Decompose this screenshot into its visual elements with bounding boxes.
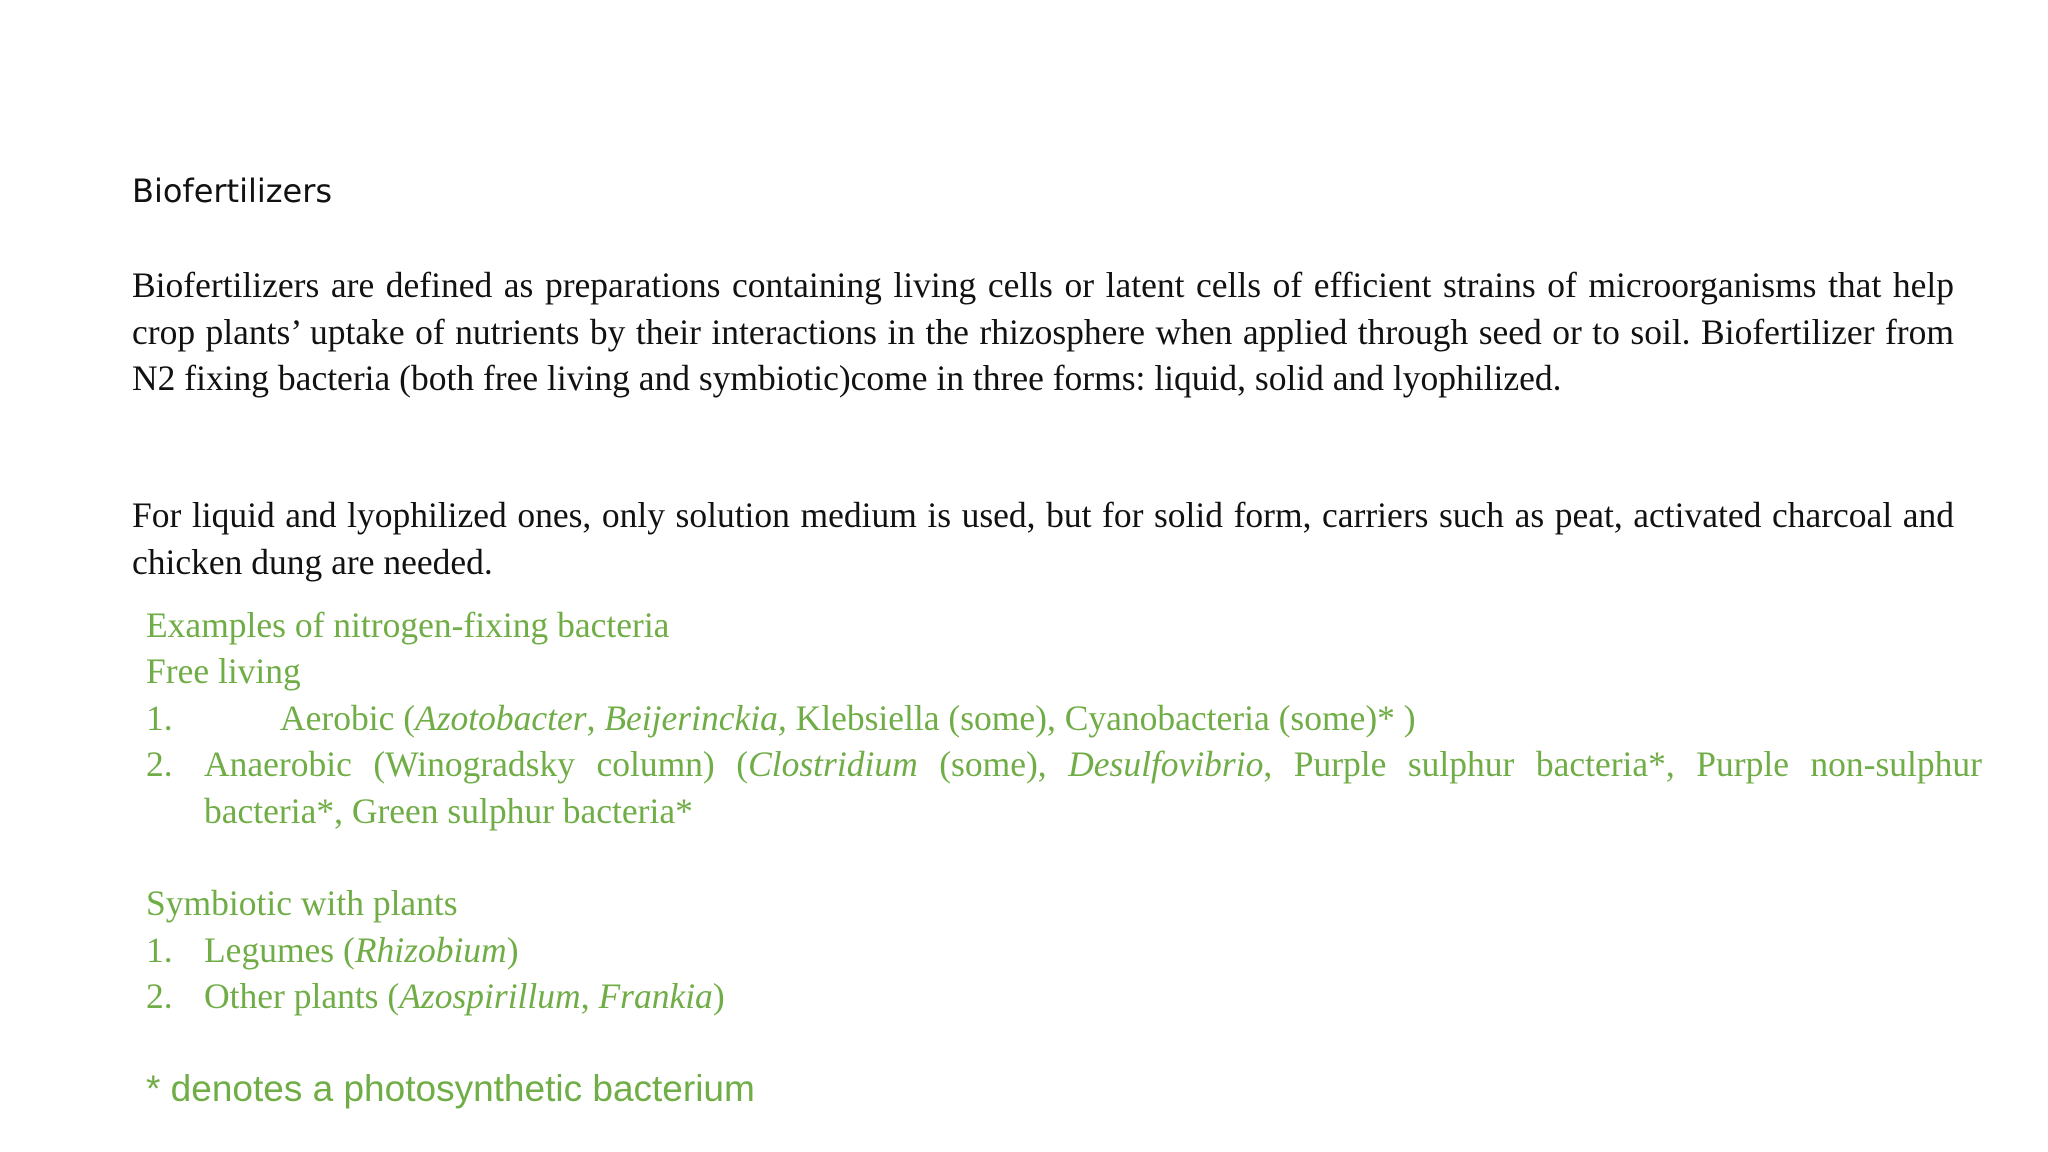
definition-paragraph: Biofertilizers are defined as preparations containing living cells or latent cells of efficient strains of microorganisms that help crop plants’ uptake of nutrients by their interactions in the rhizosphere when applied through seed or to soil. Biofertilizer from N2 fixing bacteria (both free living and symbiotic)come in three forms: liquid, solid and lyophilized. (132, 265, 1954, 398)
list-number: 2. (146, 976, 173, 1016)
genus-name: Azospirillum (399, 976, 581, 1016)
list-text: Anaerobic (Winogradsky column) (Clostridium (some), Desulfovibrio, Purple sulphur bacteria*, Purple non-sulphur bacteria*, Green sulphur bacteria* (204, 744, 1982, 831)
list-number: 1. (146, 930, 173, 970)
free-living-heading: Free living (146, 651, 301, 691)
genus-name: Azotobacter (415, 698, 587, 738)
genus-name: Rhizobium (354, 930, 507, 970)
examples-heading: Examples of nitrogen-fixing bacteria (146, 605, 670, 645)
footnote: * denotes a photosynthetic bacterium (146, 1068, 755, 1109)
list-text: Aerobic (Azotobacter, Beijerinckia, Klebsiella (some), Cyanobacteria (some)* ) (280, 698, 1416, 738)
list-number: 2. (146, 744, 173, 784)
genus-name: Clostridium (748, 744, 918, 784)
slide-title: Biofertilizers (132, 172, 333, 210)
symbiotic-heading: Symbiotic with plants (146, 883, 458, 923)
genus-name: Frankia (598, 976, 713, 1016)
list-text: Legumes (Rhizobium) (204, 930, 519, 970)
genus-name: Desulfovibrio (1068, 744, 1264, 784)
list-text: Other plants (Azospirillum, Frankia) (204, 976, 725, 1016)
list-number: 1. (146, 698, 173, 738)
forms-paragraph: For liquid and lyophilized ones, only solution medium is used, but for solid form, carriers such as peat, activated charcoal and chicken dung are needed. (132, 495, 1954, 582)
genus-name: Beijerinckia, (604, 698, 787, 738)
